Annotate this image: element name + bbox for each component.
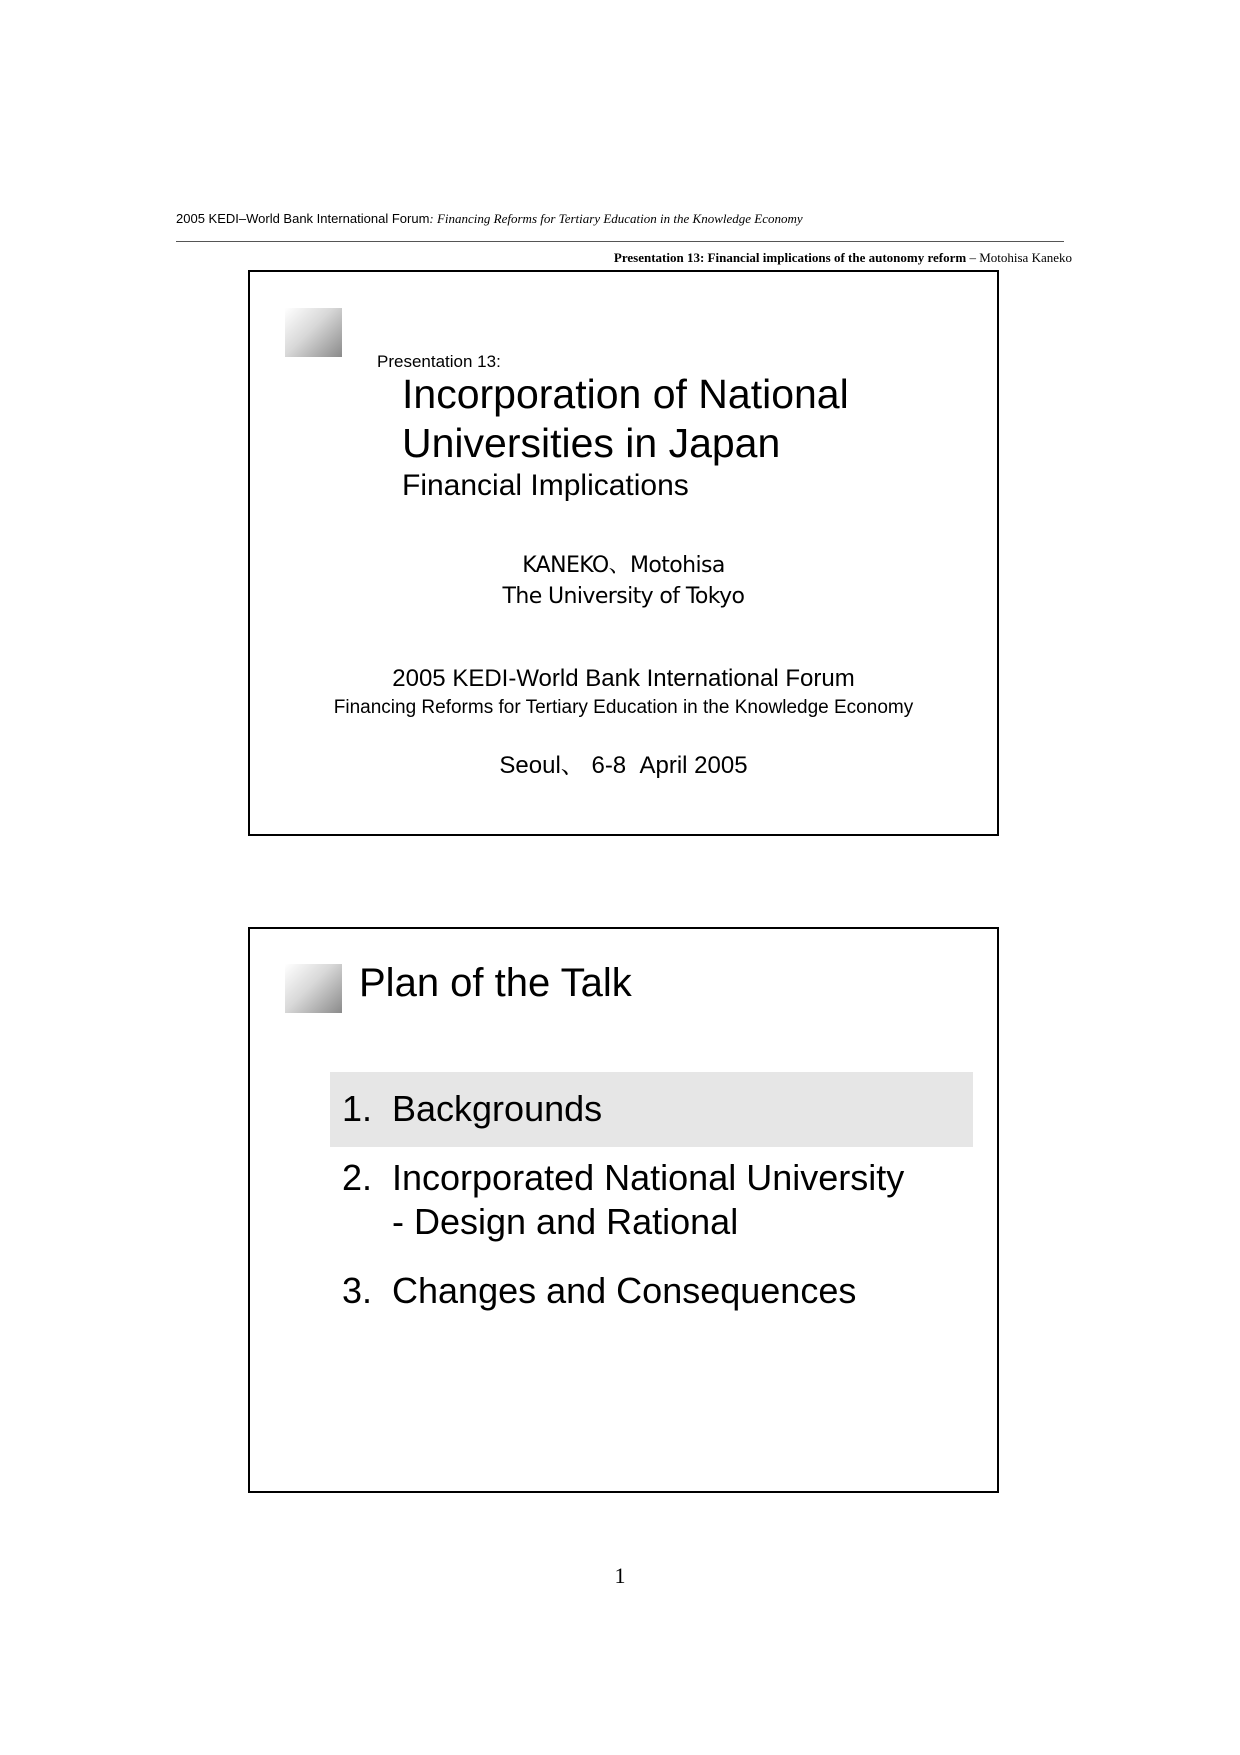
running-header-left (176, 211, 803, 227)
slide-title-line-1: Incorporation of National (402, 371, 849, 417)
list-item (250, 1156, 997, 1246)
list-item-number: 1. (342, 1088, 373, 1129)
list-item-text: Incorporated National University (392, 1157, 905, 1198)
author-affiliation: The University of Tokyo (502, 584, 745, 609)
list-item-text-continuation: - Design and Rational (392, 1201, 739, 1242)
slide-decoration-square (285, 964, 342, 1013)
slide-title-line-2: Universities in Japan (402, 420, 781, 466)
running-header-right (614, 250, 1072, 266)
list-item-number: 2. (342, 1157, 373, 1198)
place-and-date: Seoul、 6-8 April 2005 (499, 752, 748, 779)
plan-slide (248, 927, 999, 1493)
list-item-number: 3. (342, 1270, 373, 1311)
slide-title (402, 370, 982, 468)
header-forum-name: 2005 KEDI–World Bank International Forum (176, 211, 430, 226)
list-item (250, 1269, 997, 1313)
header-presentation-title: Presentation 13: Financial implications of the autonomy reform (613, 250, 967, 265)
forum-theme: Financing Reforms for Tertiary Education in the Knowledge Economy (333, 697, 914, 718)
forum-name: 2005 KEDI-World Bank International Forum (392, 665, 855, 692)
list-item-text: Changes and Consequences (392, 1270, 857, 1311)
header-forum-theme: : Financing Reforms for Tertiary Education in the Knowledge Economy (429, 211, 803, 226)
presentation-label: Presentation 13: (377, 352, 501, 371)
slide-title: Plan of the Talk (359, 961, 632, 1005)
list-item (250, 1087, 997, 1131)
list-item-text: Backgrounds (392, 1088, 603, 1129)
slide-subtitle: Financial Implications (402, 469, 689, 502)
title-slide (248, 270, 999, 836)
page-number: 1 (614, 1563, 626, 1588)
author-name: KANEKO、Motohisa (522, 553, 725, 578)
slide-decoration-square (285, 308, 342, 357)
header-author: – Motohisa Kaneko (966, 250, 1072, 265)
header-rule (176, 241, 1064, 242)
